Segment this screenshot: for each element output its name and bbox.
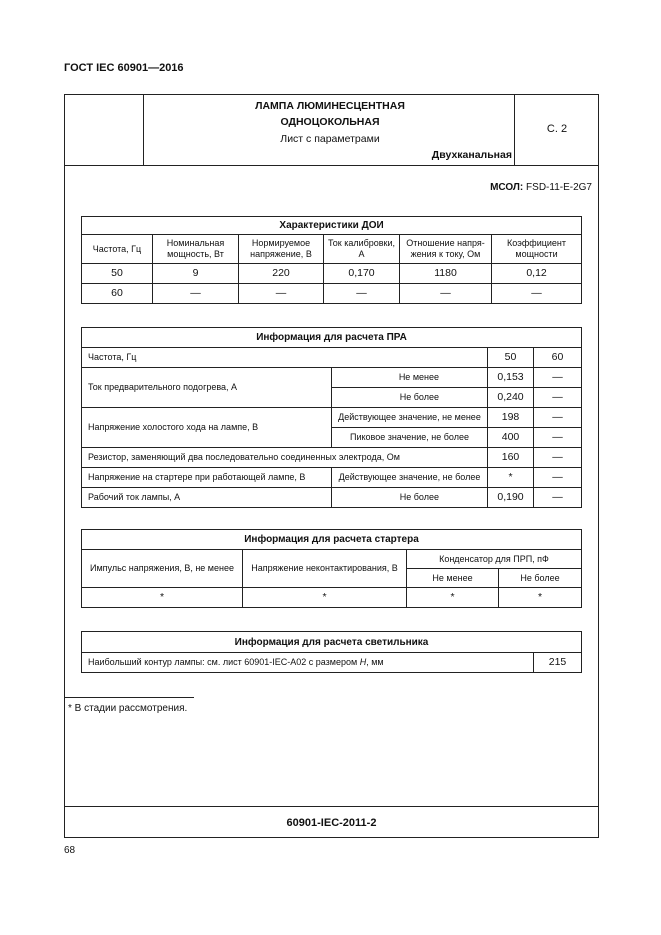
starter-col-pulse: Импульс напряжения, В, не менее xyxy=(82,550,243,588)
footer-divider xyxy=(64,806,599,807)
table-cell: — xyxy=(534,448,582,468)
table-cell: 0,190 xyxy=(488,488,534,508)
luminaire-title: Информация для расчета светильника xyxy=(82,632,582,653)
header-left-cell xyxy=(65,95,144,165)
standard-label: ГОСТ IEC 60901—2016 xyxy=(64,62,184,74)
luminaire-contour-label xyxy=(82,653,534,673)
title-line2: ОДНОЦОКОЛЬНАЯ xyxy=(280,116,380,128)
contour-var: H xyxy=(359,657,367,667)
table-cell: * xyxy=(243,588,407,608)
luminaire-contour-value: 215 xyxy=(534,653,582,673)
table-cell: 9 xyxy=(153,264,239,284)
table-cell: 0,153 xyxy=(488,368,534,388)
page-ref: С. 2 xyxy=(546,123,568,135)
table-row xyxy=(82,488,582,508)
table-row xyxy=(82,653,582,673)
pra-ocv-rms-label: Действующее значение, не менее xyxy=(332,408,488,428)
pra-preheat-max-label: Не более xyxy=(332,388,488,408)
table-row xyxy=(82,368,582,388)
table-cell: — xyxy=(534,368,582,388)
table-cell: 198 xyxy=(488,408,534,428)
doi-col-power: Номинальная мощность, Вт xyxy=(153,235,239,264)
doi-col-frequency: Частота, Гц xyxy=(82,235,153,264)
pra-work-current-sub: Не более xyxy=(332,488,488,508)
lamp-type: Двухканальная xyxy=(431,149,512,161)
table-cell: — xyxy=(153,284,239,304)
table-cell: — xyxy=(534,388,582,408)
pra-resistor-label: Резистор, заменяющий два последовательно соединенных электрода, Ом xyxy=(82,448,488,468)
footnote: * В стадии рассмотрения. xyxy=(68,703,188,714)
mcol-value: FSD-11-E-2G7 xyxy=(526,182,592,193)
doi-table xyxy=(81,216,582,304)
starter-col-nonconduct: Напряжение неконтактирования, В xyxy=(243,550,407,588)
table-cell: — xyxy=(534,468,582,488)
table-cell: * xyxy=(82,588,243,608)
starter-col-cap-max: Не более xyxy=(499,569,582,588)
table-row xyxy=(82,348,582,368)
subtitle: Лист с параметрами xyxy=(280,133,380,145)
table-row xyxy=(82,408,582,428)
table-cell: 0,240 xyxy=(488,388,534,408)
table-cell: 220 xyxy=(239,264,324,284)
mcol-label: МСОЛ: xyxy=(490,182,524,193)
table-cell: 60 xyxy=(534,348,582,368)
doi-col-pf: Коэффициент мощности xyxy=(492,235,582,264)
doi-col-current: Ток калибровки, А xyxy=(324,235,400,264)
table-row xyxy=(82,448,582,468)
starter-table xyxy=(81,529,582,608)
doi-title: Характеристики ДОИ xyxy=(82,217,582,235)
table-row xyxy=(82,284,582,304)
footnote-divider xyxy=(64,697,194,698)
table-cell: 0,12 xyxy=(492,264,582,284)
table-cell: 60 xyxy=(82,284,153,304)
luminaire-table xyxy=(81,631,582,673)
doi-col-voltage: Нормируемое напряжение, В xyxy=(239,235,324,264)
table-cell: — xyxy=(400,284,492,304)
contour-text: Наибольший контур лампы: см. лист 60901-IEC-A02 с размером xyxy=(88,657,358,667)
pra-starter-voltage-label: Напряжение на стартере при работающей лампе, В xyxy=(82,468,332,488)
pra-frequency-label: Частота, Гц xyxy=(82,348,488,368)
table-cell: — xyxy=(534,488,582,508)
table-cell: 0,170 xyxy=(324,264,400,284)
table-cell: — xyxy=(534,408,582,428)
table-cell: — xyxy=(324,284,400,304)
table-row xyxy=(82,468,582,488)
pra-ocv-label: Напряжение холостого хода на лампе, В xyxy=(82,408,332,448)
pra-title: Информация для расчета ПРА xyxy=(82,328,582,348)
table-cell: 400 xyxy=(488,428,534,448)
table-cell: 50 xyxy=(488,348,534,368)
table-cell: * xyxy=(499,588,582,608)
pra-starter-voltage-sub: Действующее значение, не более xyxy=(332,468,488,488)
table-cell: — xyxy=(534,428,582,448)
header-page-ref-cell xyxy=(514,95,598,165)
table-cell: — xyxy=(239,284,324,304)
pra-preheat-label: Ток предварительного подогрева, А xyxy=(82,368,332,408)
sheet-header xyxy=(64,94,599,166)
table-cell: 160 xyxy=(488,448,534,468)
pra-work-current-label: Рабочий ток лампы, А xyxy=(82,488,332,508)
contour-unit: , мм xyxy=(366,657,384,667)
table-cell: 50 xyxy=(82,264,153,284)
table-cell: 1180 xyxy=(400,264,492,284)
starter-title: Информация для расчета стартера xyxy=(82,530,582,550)
table-row xyxy=(82,588,582,608)
starter-col-cap-min: Не менее xyxy=(407,569,499,588)
pra-table xyxy=(81,327,582,508)
table-cell: * xyxy=(488,468,534,488)
pra-preheat-min-label: Не менее xyxy=(332,368,488,388)
page-number: 68 xyxy=(64,845,76,856)
doi-col-ratio: Отношение напря-жения к току, Ом xyxy=(400,235,492,264)
table-cell: — xyxy=(492,284,582,304)
starter-col-capacitor: Конденсатор для ПРП, пФ xyxy=(407,550,582,569)
mcol-designation xyxy=(490,182,592,193)
table-cell: * xyxy=(407,588,499,608)
pra-ocv-peak-label: Пиковое значение, не более xyxy=(332,428,488,448)
sheet-number: 60901-IEC-2011-2 xyxy=(286,817,377,829)
title-line1: ЛАМПА ЛЮМИНЕСЦЕНТНАЯ xyxy=(255,100,405,112)
table-row xyxy=(82,264,582,284)
